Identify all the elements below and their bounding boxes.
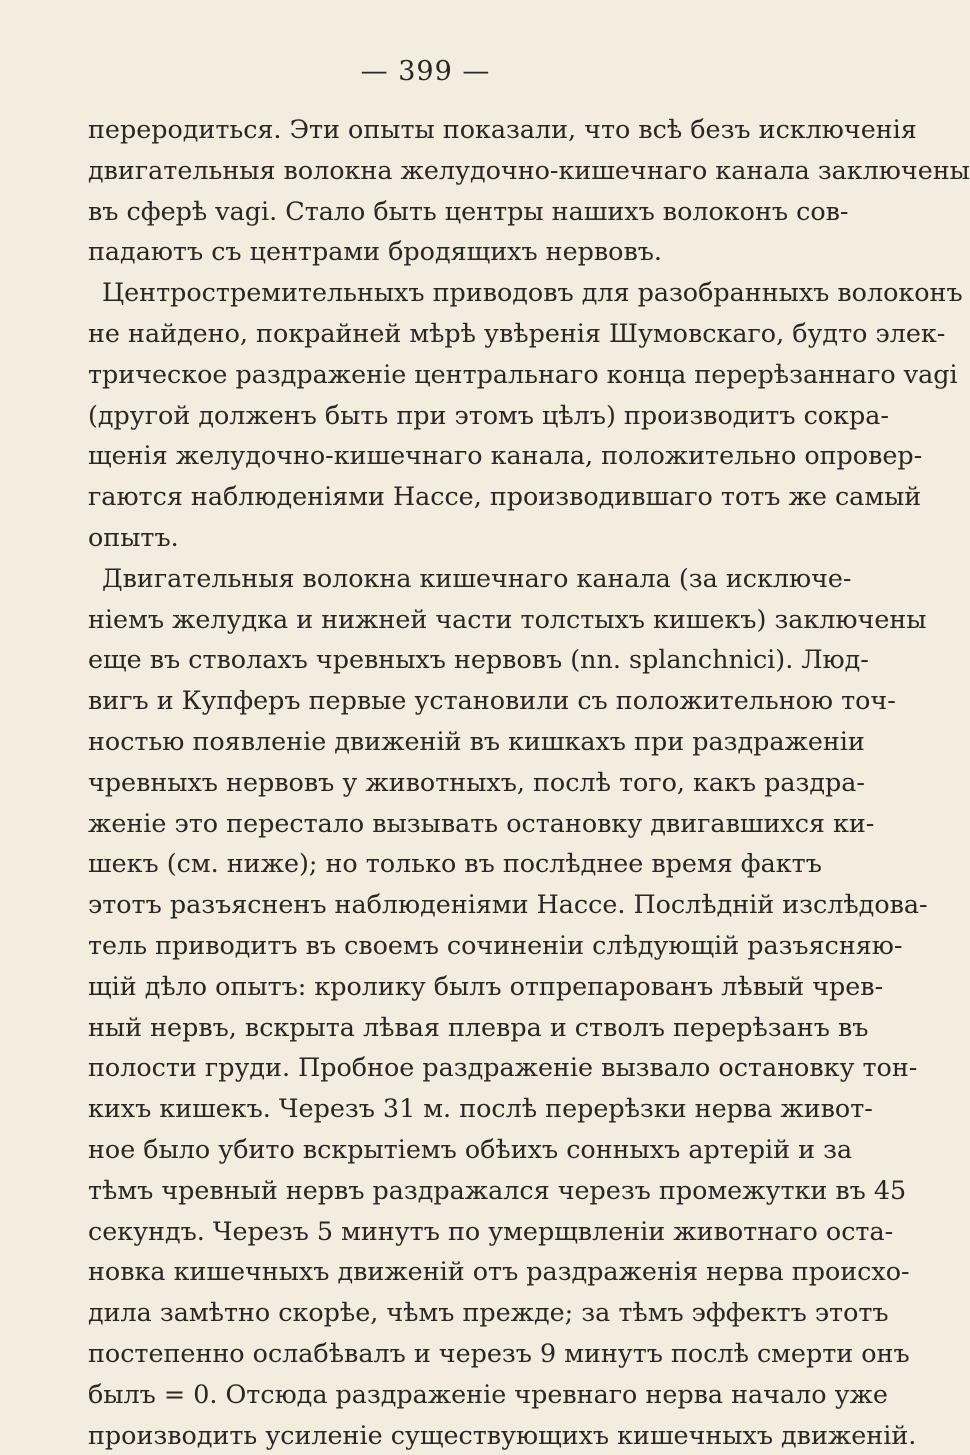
text-line: ное было убито вскрытіемъ обѣихъ сонныхъ артерій и за xyxy=(88,1129,763,1170)
text-line: новка кишечныхъ движеній отъ раздраженія нерва происхо- xyxy=(88,1251,763,1292)
text-line: былъ = 0. Отсюда раздраженіе чревнаго нерва начало уже xyxy=(88,1374,763,1415)
text-line: Двигательныя волокна кишечнаго канала (за исключе- xyxy=(88,558,763,599)
text-line: Центростремительныхъ приводовъ для разобранныхъ волоконъ xyxy=(88,272,763,313)
paragraph xyxy=(88,109,763,272)
text-line: (другой долженъ быть при этомъ цѣлъ) производитъ сокра- xyxy=(88,395,763,436)
text-line: кихъ кишекъ. Черезъ 31 м. послѣ перерѣзки нерва живот- xyxy=(88,1088,763,1129)
text-line: дила замѣтно скорѣе, чѣмъ прежде; за тѣмъ эффектъ этотъ xyxy=(88,1292,763,1333)
text-line: женіе это перестало вызывать остановку двигавшихся ки- xyxy=(88,803,763,844)
text-body xyxy=(88,109,763,1455)
text-line: въ сферѣ vagi. Стало быть центры нашихъ волоконъ сов- xyxy=(88,191,763,232)
text-line: опытъ. xyxy=(88,517,763,558)
text-line: вигъ и Купферъ первые установили съ положительною точ- xyxy=(88,680,763,721)
text-line: ніемъ желудка и нижней части толстыхъ кишекъ) заключены xyxy=(88,599,763,640)
text-line: тель приводитъ въ своемъ сочиненіи слѣдующій разъясняю- xyxy=(88,925,763,966)
text-line: не найдено, покрайней мѣрѣ увѣренія Шумовскаго, будто элек- xyxy=(88,313,763,354)
text-line: чревныхъ нервовъ у животныхъ, послѣ того, какъ раздра- xyxy=(88,762,763,803)
text-line: секундъ. Черезъ 5 минутъ по умерщвленіи животнаго оста- xyxy=(88,1211,763,1252)
text-line: шекъ (см. ниже); но только въ послѣднее время фактъ xyxy=(88,843,763,884)
paragraph xyxy=(88,558,763,1455)
text-line: падаютъ съ центрами бродящихъ нервовъ. xyxy=(88,231,763,272)
text-line: еще въ стволахъ чревныхъ нервовъ (nn. splanchnici). Люд- xyxy=(88,639,763,680)
text-line: производить усиленіе существующихъ кишечныхъ движеній. xyxy=(88,1415,763,1455)
page-number: — 399 — xyxy=(88,56,763,87)
text-line: ный нервъ, вскрыта лѣвая плевра и стволъ перерѣзанъ въ xyxy=(88,1007,763,1048)
text-line: двигательныя волокна желудочно-кишечнаго канала заключены xyxy=(88,150,763,191)
text-line: тѣмъ чревный нервъ раздражался черезъ промежутки въ 45 xyxy=(88,1170,763,1211)
text-line: щій дѣло опытъ: кролику былъ отпрепарованъ лѣвый чрев- xyxy=(88,966,763,1007)
text-line: полости груди. Пробное раздраженіе вызвало остановку тон- xyxy=(88,1047,763,1088)
text-line: щенія желудочно-кишечнаго канала, положительно опровер- xyxy=(88,435,763,476)
text-line: ностью появленіе движеній въ кишкахъ при раздраженіи xyxy=(88,721,763,762)
paragraph xyxy=(88,272,763,558)
text-line: трическое раздраженіе центральнаго конца перерѣзаннаго vagi xyxy=(88,354,763,395)
text-line: постепенно ослабѣвалъ и черезъ 9 минутъ послѣ смерти онъ xyxy=(88,1333,763,1374)
text-line: этотъ разъясненъ наблюденіями Нассе. Послѣдній изслѣдова- xyxy=(88,884,763,925)
text-line: гаются наблюденіями Нассе, производившаго тотъ же самый xyxy=(88,476,763,517)
text-line: переродиться. Эти опыты показали, что всѣ безъ исключенія xyxy=(88,109,763,150)
